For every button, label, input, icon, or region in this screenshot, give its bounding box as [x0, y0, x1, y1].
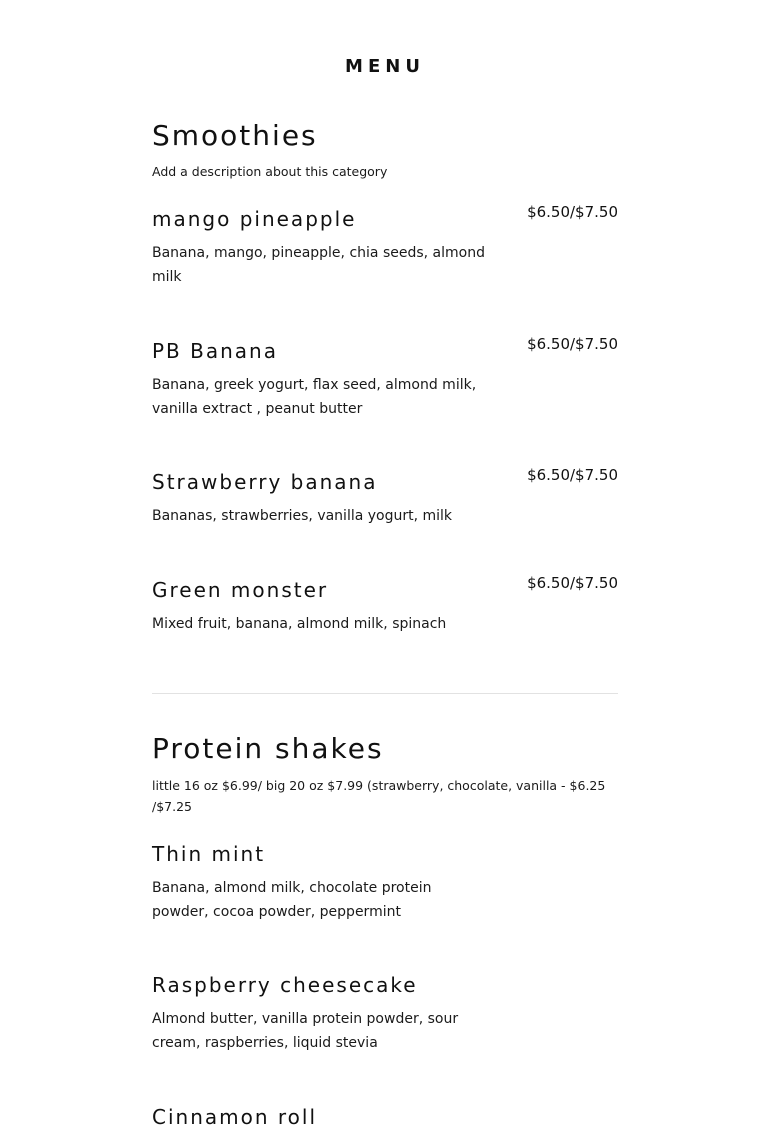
menu-item-name: Strawberry banana	[152, 470, 378, 494]
menu-item-name: Cinnamon roll	[152, 1105, 318, 1129]
section-description-protein-shakes: little 16 oz $6.99/ big 20 oz $7.99 (strawberry, chocolate, vanilla - $6.25 /$7.25	[152, 778, 606, 814]
page-title: MENU	[345, 56, 425, 77]
section-description-smoothies: Add a description about this category	[152, 164, 388, 179]
menu-item-name: mango pineapple	[152, 207, 357, 231]
section-title-protein-shakes: Protein shakes	[152, 732, 384, 765]
menu-item-name: PB Banana	[152, 339, 278, 363]
menu-item-name: Thin mint	[152, 842, 266, 866]
menu-item-name: Green monster	[152, 578, 329, 602]
menu-item-description: Banana, greek yogurt, flax seed, almond milk, vanilla extract , peanut butter	[152, 377, 477, 417]
menu-item-price: $6.50/$7.50	[527, 466, 618, 484]
section-divider	[152, 693, 618, 694]
menu-item-description: Almond butter, vanilla protein powder, sour cream, raspberries, liquid stevia	[152, 1011, 459, 1051]
menu-item-description: Bananas, strawberries, vanilla yogurt, milk	[152, 508, 453, 524]
section-title-smoothies: Smoothies	[152, 119, 318, 152]
menu-item-description: Banana, almond milk, chocolate protein powder, cocoa powder, peppermint	[152, 880, 432, 920]
menu-item-description: Mixed fruit, banana, almond milk, spinach	[152, 616, 447, 632]
menu-item-price: $6.50/$7.50	[527, 203, 618, 221]
menu-item-description: Banana, mango, pineapple, chia seeds, almond milk	[152, 245, 485, 285]
menu-item-name: Raspberry cheesecake	[152, 973, 418, 997]
menu-item-price: $6.50/$7.50	[527, 574, 618, 592]
menu-item-price: $6.50/$7.50	[527, 335, 618, 353]
